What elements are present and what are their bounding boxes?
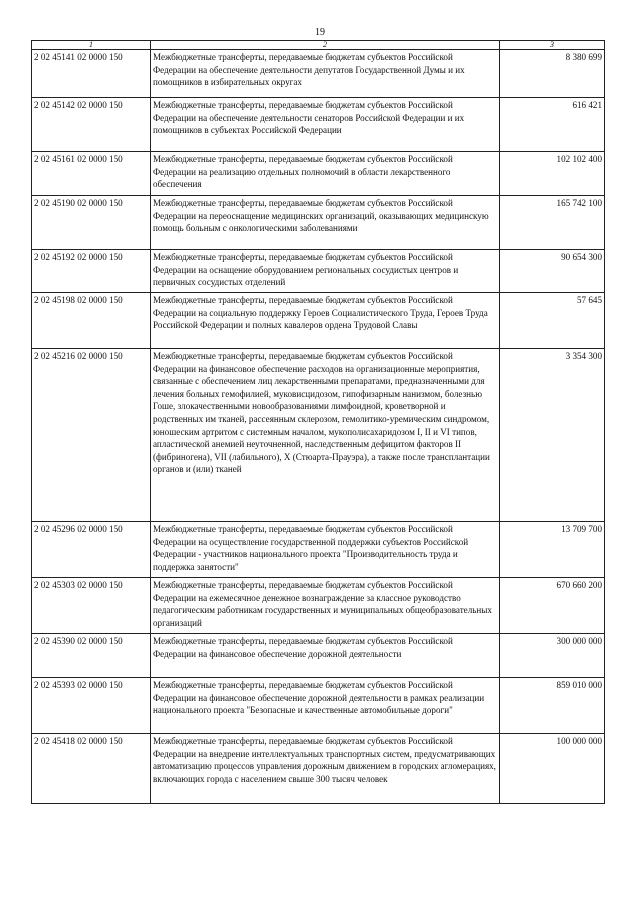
income-amount: 165 742 100 (500, 196, 605, 250)
column-header-amount: 3 (500, 41, 605, 50)
income-description: Межбюджетные трансферты, передаваемые бюджетам субъектов Российской Федерации на осуществление государственной поддержки субъектов Российской Федерации - участников национального проекта "Производительность труда и поддержка занятости" (151, 522, 500, 578)
income-description: Межбюджетные трансферты, передаваемые бюджетам субъектов Российской Федерации на обеспечение деятельности депутатов Государственной Думы и их помощников в избирательных округах (151, 50, 500, 98)
income-description: Межбюджетные трансферты, передаваемые бюджетам субъектов Российской Федерации на оснащение оборудованием региональных сосудистых центров и первичных сосудистых отделений (151, 250, 500, 293)
income-code: 2 02 45192 02 0000 150 (32, 250, 151, 293)
table-row (32, 293, 605, 349)
budget-table (31, 40, 605, 804)
income-code: 2 02 45216 02 0000 150 (32, 349, 151, 522)
income-amount: 13 709 700 (500, 522, 605, 578)
income-code: 2 02 45393 02 0000 150 (32, 678, 151, 734)
income-amount: 8 380 699 (500, 50, 605, 98)
income-description: Межбюджетные трансферты, передаваемые бюджетам субъектов Российской Федерации на финансовое обеспечение расходов на организационные мероприятия, связанные с обеспечением лиц лекарственными препаратами, предназначенными для лечения больных гемофилией, муковисцидозом, гипофизарным нанизмом, болезнью Гоше, злокачественными новообразованиями лимфоидной, кроветворной и родственных им тканей, рассеянным склерозом, гемолитико-уремическим синдромом, юношеским артритом с системным началом, мукополисахаридозом I, II и VI типов, апластической анемией неуточненной, наследственным дефицитом факторов II (фибриногена), VII (лабильного), X (Стюарта-Прауэра), а также после трансплантации органов и (или) тканей (151, 349, 500, 522)
table-row (32, 196, 605, 250)
income-code: 2 02 45190 02 0000 150 (32, 196, 151, 250)
table-row (32, 734, 605, 804)
column-header-description: 2 (151, 41, 500, 50)
income-amount: 102 102 400 (500, 152, 605, 196)
income-description: Межбюджетные трансферты, передаваемые бюджетам субъектов Российской Федерации на переоснащение медицинских организаций, оказывающих медицинскую помощь больным с онкологическими заболеваниями (151, 196, 500, 250)
income-description: Межбюджетные трансферты, передаваемые бюджетам субъектов Российской Федерации на обеспечение деятельности сенаторов Российской Федерации и их помощников в субъектах Российской Федерации (151, 98, 500, 152)
income-code: 2 02 45390 02 0000 150 (32, 634, 151, 678)
income-code: 2 02 45303 02 0000 150 (32, 578, 151, 634)
income-amount: 616 421 (500, 98, 605, 152)
table-row (32, 250, 605, 293)
income-code: 2 02 45296 02 0000 150 (32, 522, 151, 578)
table-header-row (32, 41, 605, 50)
income-code: 2 02 45142 02 0000 150 (32, 98, 151, 152)
income-code: 2 02 45141 02 0000 150 (32, 50, 151, 98)
table-row (32, 678, 605, 734)
table-row (32, 98, 605, 152)
income-description: Межбюджетные трансферты, передаваемые бюджетам субъектов Российской Федерации на финансовое обеспечение дорожной деятельности (151, 634, 500, 678)
table-row (32, 50, 605, 98)
income-code: 2 02 45161 02 0000 150 (32, 152, 151, 196)
income-amount: 300 000 000 (500, 634, 605, 678)
income-description: Межбюджетные трансферты, передаваемые бюджетам субъектов Российской Федерации на финансовое обеспечение дорожной деятельности в рамках реализации национального проекта "Безопасные и качественные автомобильные дороги" (151, 678, 500, 734)
income-description: Межбюджетные трансферты, передаваемые бюджетам субъектов Российской Федерации на внедрение интеллектуальных транспортных систем, предусматривающих автоматизацию процессов управления дорожным движением в городских агломерациях, включающих города с населением свыше 300 тысяч человек (151, 734, 500, 804)
table-row (32, 634, 605, 678)
income-description: Межбюджетные трансферты, передаваемые бюджетам субъектов Российской Федерации на реализацию отдельных полномочий в области лекарственного обеспечения (151, 152, 500, 196)
table-row (32, 578, 605, 634)
income-description: Межбюджетные трансферты, передаваемые бюджетам субъектов Российской Федерации на социальную поддержку Героев Социалистического Труда, Героев Труда Российской Федерации и полных кавалеров ордена Трудовой Славы (151, 293, 500, 349)
income-code: 2 02 45418 02 0000 150 (32, 734, 151, 804)
income-description: Межбюджетные трансферты, передаваемые бюджетам субъектов Российской Федерации на ежемесячное денежное вознаграждение за классное руководство педагогическим работникам государственных и муниципальных общеобразовательных организаций (151, 578, 500, 634)
income-amount: 670 660 200 (500, 578, 605, 634)
income-amount: 90 654 300 (500, 250, 605, 293)
table-row (32, 152, 605, 196)
income-amount: 100 000 000 (500, 734, 605, 804)
page-number: 19 (315, 27, 325, 38)
income-amount: 3 354 300 (500, 349, 605, 522)
income-code: 2 02 45198 02 0000 150 (32, 293, 151, 349)
table-row (32, 522, 605, 578)
income-amount: 57 645 (500, 293, 605, 349)
column-header-code: 1 (32, 41, 151, 50)
table-row (32, 349, 605, 522)
income-amount: 859 010 000 (500, 678, 605, 734)
